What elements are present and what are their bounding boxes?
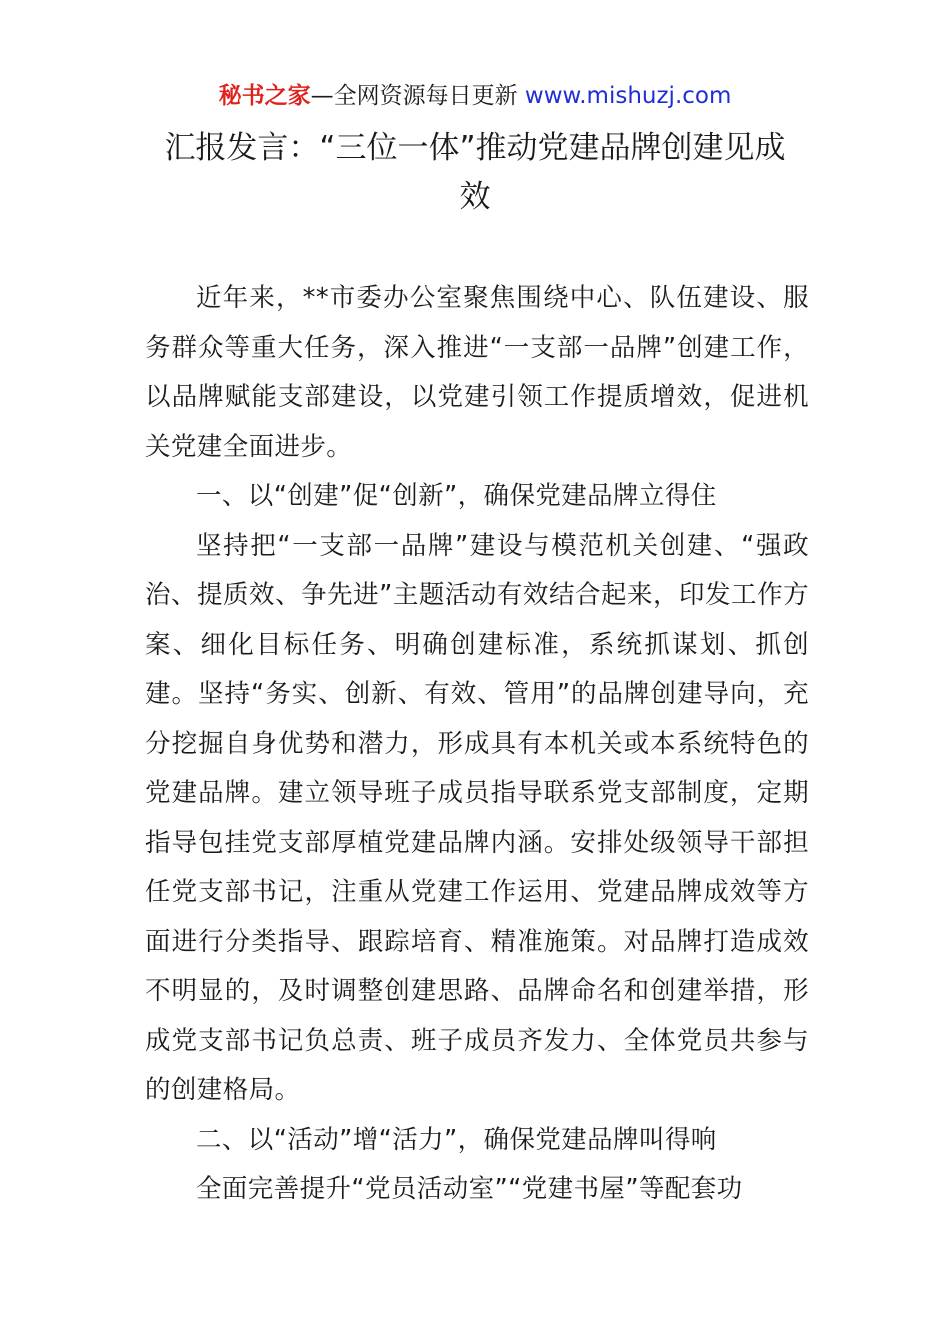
section-heading-2: 二、以“活动”增“活力”，确保党建品牌叫得响	[196, 1124, 717, 1155]
section-heading-1: 一、以“创建”促“创新”，确保党建品牌立得住	[196, 481, 717, 511]
intro-paragraph: 近年来，**市委办公室聚焦围绕中心、队伍建设、服务群众等重大任务，深入推进“一支部一品牌”创建工作，以品牌赋能支部建设，以党建引领工作提质增效，促进机关党建全面进步。	[145, 283, 809, 462]
site-url-link[interactable]: www.mishuzj.com	[524, 83, 732, 109]
section-1-paragraph: 坚持把“一支部一品牌”建设与模范机关创建、“强政治、提质效、争先进”主题活动有效结合起来，印发工作方案、细化目标任务、明确创建标准，系统抓谋划、抓创建。坚持“务实、创新、有效、管用”的品牌创建导向，充分挖掘自身优势和潜力，形成具有本机关或本系统特色的党建品牌。建立领导班子成员指导联系党支部制度，定期指导包挂党支部厚植党建品牌内涵。安排处级领导干部担任党支部书记，注重从党建工作运用、党建品牌成效等方面进行分类指导、跟踪培育、精准施策。对品牌打造成效不明显的，及时调整创建思路、品牌命名和创建举措，形成党支部书记负总责、班子成员齐发力、全体党员共参与的创建格局。	[145, 530, 809, 1105]
site-brand: 秘书之家	[218, 83, 311, 109]
section-2-paragraph: 全面完善提升“党员活动室”“党建书屋”等配套功	[196, 1174, 743, 1204]
site-header	[0, 80, 950, 112]
document-title: 汇报发言：“三位一体”推动党建品牌创建见成效	[164, 130, 786, 215]
site-tagline: —全网资源每日更新	[310, 83, 525, 109]
document-body	[145, 274, 809, 1215]
